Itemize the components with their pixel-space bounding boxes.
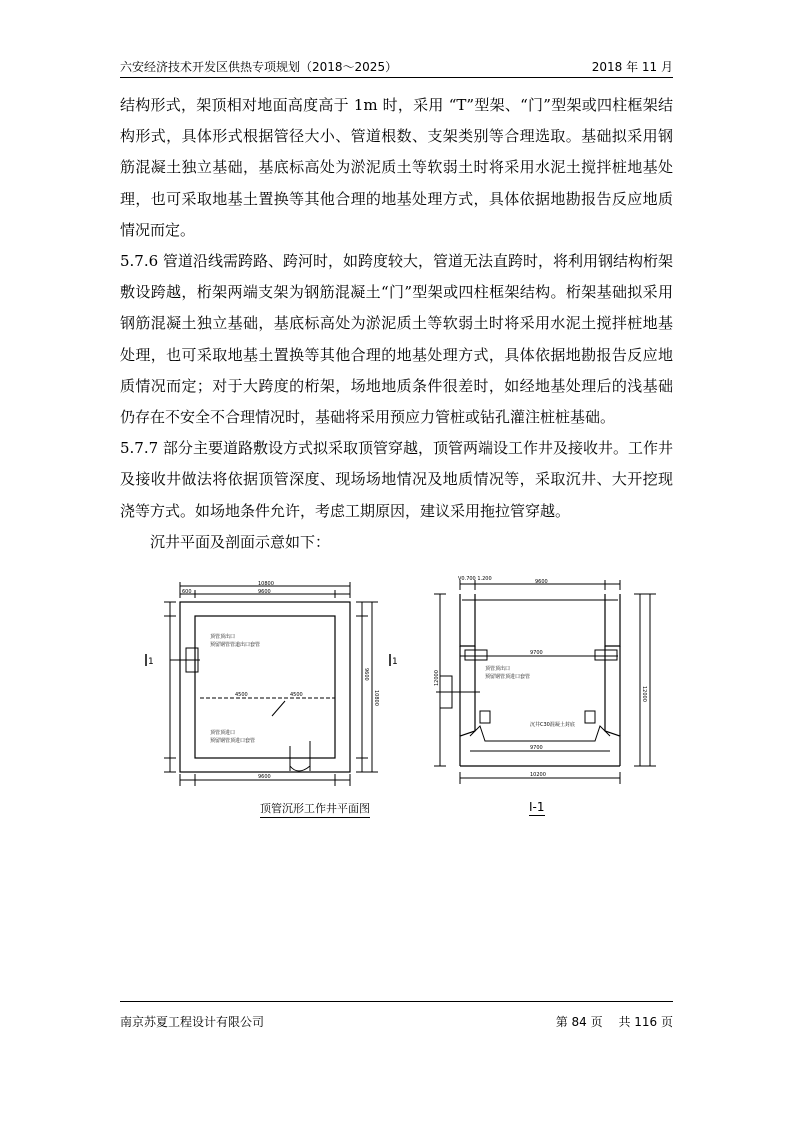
plan-caption: 顶管沉形工作井平面图 (260, 800, 370, 818)
footer-rule (120, 1001, 673, 1002)
plan-dim-mid-a: 4500 (235, 692, 248, 698)
footer-total: 共 116 页 (618, 1015, 673, 1029)
paragraph-1: 结构形式，架顶相对地面高度高于 1m 时，采用 “T”型架、“门”型架或四柱框架结构形式，具体形式根据管径大小、管道根数、支架类别等合理选取。基础拟采用钢筋混凝土独立基础，基底标高处为淤泥质土等软弱土时将采用水泥土搅拌桩地基处理，也可采取地基土置换等其他合理的地基处理方式，具体依据地勘报告反应地质情况而定。 (120, 96, 673, 239)
body-text (120, 90, 673, 558)
plan-note-2: 预留钢管管道出口套管 (210, 642, 261, 648)
section-dim-top: 9600 (535, 579, 548, 585)
footer-pagination (544, 1013, 673, 1030)
footer-company: 南京苏夏工程设计有限公司 (120, 1015, 265, 1029)
plan-dim-top-total: 10800 (258, 581, 274, 587)
plan-dim-right-total: 10800 (373, 690, 379, 706)
page-footer (120, 1013, 673, 1035)
section-caption: I-1 (529, 800, 545, 814)
header-rule (120, 77, 673, 78)
footer-page: 第 84 页 (555, 1015, 603, 1029)
plan-dim-top-inner: 9600 (258, 589, 271, 595)
section-note-1: 顶管顶出口 (485, 666, 511, 672)
plan-section-mark-right: 1 (392, 657, 398, 667)
plan-note-3: 顶管顶进口 (210, 730, 236, 736)
plan-note-4: 预留钢管顶进口套管 (210, 738, 256, 744)
shaft-drawing (140, 576, 660, 826)
paragraph-4: 沉井平面及剖面示意如下： (150, 532, 331, 551)
section-dim-mid: 9700 (530, 650, 543, 656)
header-title: 六安经济技术开发区供热专项规划（2018～2025） (120, 60, 398, 74)
section-dim-right: 12000 (641, 686, 647, 702)
header-date: 2018 年 11 月 (591, 60, 673, 74)
plan-dim-top-side: 600 (182, 589, 192, 595)
plan-section-mark-left: 1 (148, 657, 154, 667)
plan-note-1: 顶管顶出口 (210, 634, 236, 640)
section-dim-bottom-mid: 9700 (530, 745, 543, 751)
plan-dim-bottom: 9600 (258, 774, 271, 780)
section-note-2: 预留钢管顶进口套管 (485, 674, 531, 680)
section-top-marks: V0.700 1.200 (458, 576, 492, 582)
section-dim-left: 12000 (434, 670, 440, 686)
plan-dim-mid-b: 4500 (290, 692, 303, 698)
section-note-3: 沉井C30混凝土封底 (530, 722, 575, 728)
plan-dim-right-inner: 9600 (363, 668, 369, 681)
paragraph-3: 5.7.7 部分主要道路敷设方式拟采取顶管穿越，顶管两端设工作井及接收井。工作井及接收井做法将依据顶管深度、现场场地情况及地质情况等，采取沉井、大开挖现浇等方式。如场地条件允许，考虑工期原因，建议采用拖拉管穿越。 (120, 439, 673, 520)
paragraph-2: 5.7.6 管道沿线需跨路、跨河时，如跨度较大，管道无法直跨时，将利用钢结构桁架敷设跨越，桁架两端支架为钢筋混凝土“门”型架或四柱框架结构。桁架基础拟采用钢筋混凝土独立基础，基底标高处为淤泥质土等软弱土时将采用水泥土搅拌桩地基处理，也可采取地基土置换等其他合理的地基处理方式，具体依据地勘报告反应地质情况而定；对于大跨度的桁架，场地地质条件很差时，如经地基处理后的浅基础仍存在不安全不合理情况时，基础将采用预应力管桩或钻孔灌注桩桩基础。 (120, 252, 673, 427)
section-dim-bottom-total: 10200 (530, 772, 546, 778)
